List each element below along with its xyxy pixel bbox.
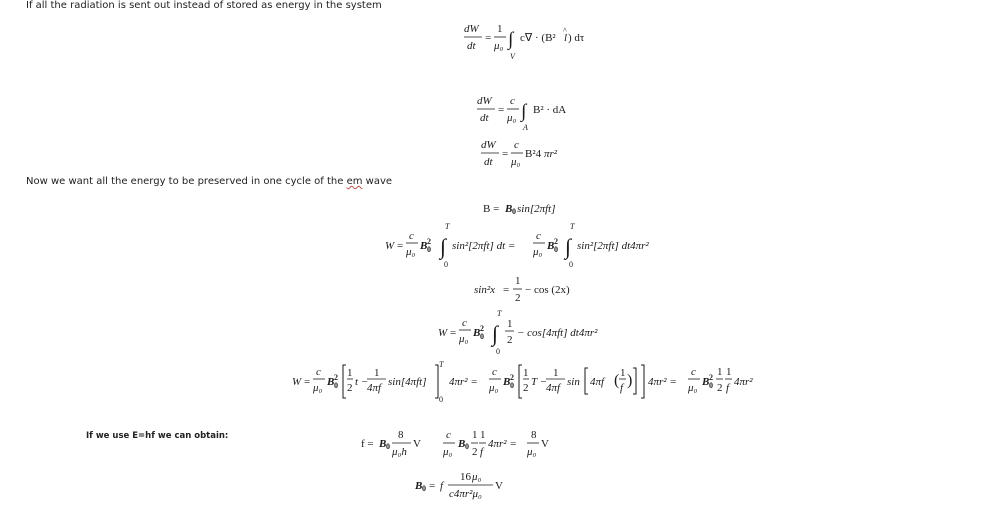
svg-text:0: 0	[709, 381, 713, 390]
svg-text:=: =	[304, 376, 311, 388]
svg-text:2: 2	[709, 373, 713, 382]
svg-text:f: f	[726, 382, 730, 394]
equation-8	[292, 360, 762, 406]
svg-text:B: B	[420, 240, 428, 252]
svg-text:t −: t −	[355, 376, 369, 388]
svg-text:1: 1	[553, 367, 559, 379]
svg-text:B =: B =	[483, 203, 500, 215]
svg-text:=: =	[502, 148, 509, 160]
svg-text:B: B	[702, 376, 710, 388]
svg-text:dt: dt	[480, 112, 489, 124]
svg-text:0: 0	[439, 395, 443, 404]
svg-text:− cos[4πft] dt4πr²: − cos[4πft] dt4πr²	[517, 327, 598, 339]
svg-text:1: 1	[507, 318, 513, 330]
svg-text:2: 2	[472, 446, 478, 458]
svg-text:(: (	[614, 372, 620, 389]
svg-text:W: W	[385, 240, 395, 252]
svg-text:T: T	[439, 360, 444, 369]
svg-text:B: B	[327, 376, 335, 388]
svg-text:=: =	[485, 32, 492, 44]
svg-text:2: 2	[507, 334, 513, 346]
svg-text:1: 1	[515, 275, 521, 287]
svg-text:1: 1	[472, 429, 478, 441]
svg-text:8: 8	[531, 429, 537, 441]
svg-text:0: 0	[422, 484, 426, 493]
svg-text:0: 0	[512, 207, 516, 216]
svg-text:B: B	[415, 480, 423, 492]
note-em-word: em	[346, 176, 363, 187]
svg-text:μ₀: μ₀	[406, 246, 416, 258]
svg-text:dt: dt	[484, 156, 493, 168]
note-ehf: If we use E=hf we can obtain:	[86, 431, 229, 441]
equation-6	[474, 274, 584, 306]
svg-text:0: 0	[386, 442, 390, 451]
svg-text:μ₀h: μ₀h	[392, 446, 407, 458]
svg-text:4πr² =: 4πr² =	[488, 438, 517, 450]
svg-text:0: 0	[480, 332, 484, 341]
svg-text:4πr² =: 4πr² =	[648, 376, 677, 388]
svg-text:1: 1	[374, 367, 380, 379]
svg-text:0: 0	[510, 381, 514, 390]
svg-text:=: =	[498, 104, 505, 116]
svg-text:μ₀: μ₀	[507, 112, 517, 124]
svg-text:4πf: 4πf	[367, 382, 382, 394]
svg-text:W: W	[292, 376, 302, 388]
svg-text:μ₀: μ₀	[533, 246, 543, 258]
note-energy-preserved	[26, 176, 392, 187]
svg-text:c: c	[316, 366, 321, 378]
svg-text:0: 0	[444, 260, 448, 269]
equation-5	[385, 222, 675, 268]
svg-text:f: f	[480, 446, 484, 458]
svg-text:sin²x: sin²x	[474, 284, 496, 296]
svg-text:B: B	[547, 240, 555, 252]
svg-text:B: B	[379, 438, 387, 450]
svg-text:μ₀: μ₀	[527, 446, 537, 458]
svg-text:T: T	[497, 309, 502, 318]
svg-text:1: 1	[717, 366, 723, 378]
svg-text:V: V	[541, 438, 549, 450]
svg-text:=: =	[503, 284, 510, 296]
svg-text:∫: ∫	[508, 29, 514, 50]
svg-text:T: T	[445, 222, 450, 231]
svg-text:πr²: πr²	[544, 148, 558, 160]
svg-text:μ₀: μ₀	[511, 156, 521, 168]
svg-text:sin[2πft]: sin[2πft]	[517, 203, 556, 215]
svg-text:0: 0	[427, 245, 431, 254]
svg-text:^: ^	[563, 26, 567, 35]
equation-2	[477, 94, 587, 134]
svg-text:1: 1	[726, 366, 732, 378]
svg-text:∫: ∫	[440, 234, 447, 259]
svg-text:sin: sin	[567, 376, 580, 388]
svg-text:sin²[2πft] dt =: sin²[2πft] dt =	[452, 240, 516, 252]
svg-text:μ₀: μ₀	[688, 382, 698, 394]
svg-text:T: T	[570, 222, 575, 231]
svg-text:sin[4πft]: sin[4πft]	[388, 376, 427, 388]
svg-text:c: c	[446, 429, 451, 441]
svg-text:2: 2	[510, 373, 514, 382]
svg-text:2: 2	[717, 382, 723, 394]
svg-text:8: 8	[398, 429, 404, 441]
equation-1	[464, 20, 604, 62]
svg-text:0: 0	[465, 442, 469, 451]
equation-9b	[443, 427, 563, 461]
svg-text:sin²[2πft] dt4πr²: sin²[2πft] dt4πr²	[577, 240, 649, 252]
svg-text:A: A	[523, 123, 528, 132]
svg-text:dW: dW	[477, 95, 492, 107]
svg-text:B: B	[458, 438, 466, 450]
svg-text:μ₀: μ₀	[472, 471, 482, 483]
svg-text:V: V	[510, 52, 515, 61]
svg-text:f =: f =	[361, 438, 374, 450]
svg-text:V: V	[495, 480, 503, 492]
svg-text:μ₀: μ₀	[443, 446, 453, 458]
svg-text:B: B	[505, 203, 513, 215]
svg-text:− cos (2x): − cos (2x)	[525, 284, 570, 296]
svg-text:l: l	[564, 32, 568, 44]
svg-text:∫: ∫	[565, 234, 572, 259]
svg-text:μ₀: μ₀	[494, 40, 504, 52]
svg-text:2: 2	[515, 292, 521, 304]
svg-text:2: 2	[523, 382, 529, 394]
svg-text:1: 1	[347, 367, 353, 379]
svg-text:μ₀: μ₀	[459, 333, 469, 345]
svg-text:B: B	[503, 376, 511, 388]
svg-text:W: W	[438, 327, 448, 339]
svg-text:B²4: B²4	[525, 148, 542, 160]
svg-text:c: c	[409, 230, 414, 242]
svg-text:f: f	[440, 480, 444, 492]
svg-text:0: 0	[334, 381, 338, 390]
svg-text:c: c	[691, 366, 696, 378]
svg-text:T −: T −	[531, 376, 548, 388]
svg-text:1: 1	[480, 429, 486, 441]
svg-text:2: 2	[554, 237, 558, 246]
svg-text:1: 1	[497, 23, 503, 35]
note-energy-text: Now we want all the energy to be preserved in one cycle of the	[26, 176, 347, 187]
svg-text:c∇ · (B²: c∇ · (B²	[520, 32, 556, 44]
svg-text:=: =	[450, 327, 457, 339]
svg-text:4πf: 4πf	[590, 376, 605, 388]
svg-text:2: 2	[334, 373, 338, 382]
svg-text:B: B	[473, 327, 481, 339]
svg-text:0: 0	[554, 245, 558, 254]
svg-text:0: 0	[569, 260, 573, 269]
svg-text:c: c	[514, 139, 519, 151]
svg-text:=: =	[429, 480, 436, 492]
svg-text:2: 2	[427, 237, 431, 246]
svg-text:1: 1	[523, 367, 529, 379]
svg-text:4πr² =: 4πr² =	[449, 376, 478, 388]
svg-text:2: 2	[480, 324, 484, 333]
svg-text:c: c	[492, 366, 497, 378]
svg-text:dW: dW	[481, 139, 496, 151]
svg-text:μ₀: μ₀	[489, 382, 499, 394]
svg-text:4πf: 4πf	[546, 382, 561, 394]
svg-text:∫: ∫	[492, 321, 499, 346]
svg-text:1: 1	[620, 367, 626, 379]
equation-4	[483, 200, 583, 216]
equation-9a	[361, 427, 431, 461]
svg-text:0: 0	[496, 347, 500, 356]
equation-7	[438, 309, 638, 355]
svg-text:μ₀: μ₀	[313, 382, 323, 394]
svg-text:B² · dA: B² · dA	[533, 104, 567, 116]
svg-text:V: V	[413, 438, 421, 450]
svg-text:4πr²: 4πr²	[734, 376, 753, 388]
svg-text:2: 2	[347, 382, 353, 394]
svg-text:): )	[627, 372, 633, 389]
svg-text:16: 16	[460, 471, 471, 483]
svg-text:c4πr²μ₀: c4πr²μ₀	[449, 488, 482, 500]
svg-text:dW: dW	[464, 23, 479, 35]
svg-text:f: f	[620, 382, 624, 394]
svg-text:=: =	[397, 240, 404, 252]
svg-text:dt: dt	[467, 40, 476, 52]
svg-text:) dτ: ) dτ	[568, 32, 585, 44]
svg-text:c: c	[510, 95, 515, 107]
equation-3	[481, 138, 581, 170]
svg-text:c: c	[462, 317, 467, 329]
note-wave-word: wave	[362, 176, 393, 187]
svg-text:c: c	[536, 230, 541, 242]
equation-10	[415, 469, 515, 505]
note-radiation: If all the radiation is sent out instead of stored as energy in the system	[26, 0, 382, 11]
svg-text:∫: ∫	[521, 101, 527, 122]
